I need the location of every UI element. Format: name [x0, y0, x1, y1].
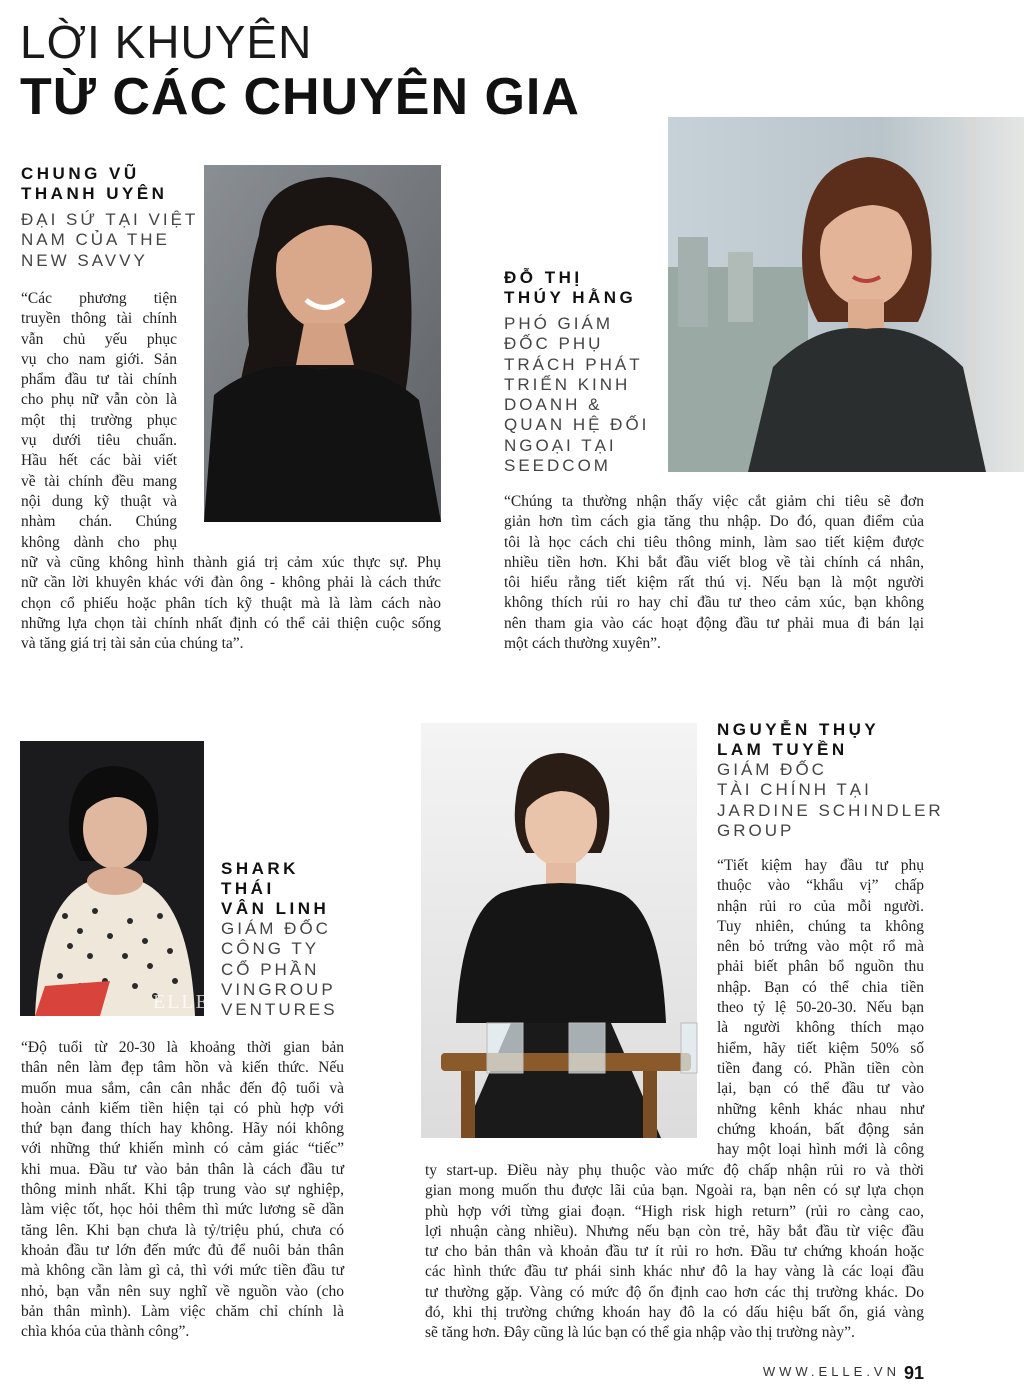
- quote-line: tiền đang có. Phần tiền còn: [717, 1059, 924, 1077]
- quote-line: tư thường gặp. Vàng có mức độ ổn định cao hơn các thị trường khác. Do: [425, 1283, 924, 1301]
- expert-4-role-line: JARDINE SCHINDLER: [717, 800, 944, 820]
- quote-line: nhỏ, bạn vẫn nên suy nghĩ về nguồn vào (cho: [21, 1282, 344, 1300]
- quote-line: “Chúng ta thường nhận thấy việc cắt giảm chi tiêu sẽ đơn: [504, 493, 924, 510]
- quote-line: về tài chính đều mang: [21, 472, 177, 490]
- quote-line: tư cho bản thân và khoản đầu tư ít rủi ro hơn. Đầu tư chứng khoán hoặc: [425, 1243, 924, 1261]
- expert-3-name-line: SHARK: [221, 859, 299, 878]
- expert-4-role-line: TÀI CHÍNH TẠI: [717, 780, 872, 800]
- quote-line: với những thứ khiến mình có cảm giác “tiếc”: [21, 1140, 344, 1158]
- expert-1-name-line: THANH UYÊN: [21, 184, 168, 203]
- quote-line: thân nên làm đẹp tâm hồn và kiến thức. Nếu: [21, 1059, 344, 1077]
- expert-1-quote-bottom: [21, 553, 441, 654]
- quote-line: cho phụ nữ vẫn còn là: [21, 391, 177, 409]
- quote-line: thông minh nhất. Khi tập trung vào sự nghiệp,: [21, 1181, 344, 1199]
- quote-line: chìa khóa của thành công”.: [21, 1323, 190, 1341]
- quote-line: hay một loại hình mới là công: [717, 1141, 924, 1159]
- quote-line: những kênh khác nhau như: [717, 1100, 924, 1118]
- quote-line: lợi nhuận càng nhiều). Nhưng nếu bạn còn trẻ, hãy bắt đầu từ việc đầu: [425, 1222, 924, 1240]
- quote-line: vụ cho nam giới. Sản: [21, 350, 177, 368]
- expert-4-role-line: GROUP: [717, 820, 795, 840]
- expert-2-quote: [504, 492, 924, 654]
- expert-2-role-line: DOANH &: [504, 395, 603, 415]
- expert-4-name-line: LAM TUYỀN: [717, 740, 848, 759]
- quote-line: nội dung kỹ thuật và: [21, 492, 177, 510]
- quote-line: thuộc vào “khẩu vị” chấp: [717, 877, 924, 895]
- quote-line: lại, bạn có thể đầu tư vào: [717, 1080, 924, 1098]
- quote-line: các hình thức đầu tư phái sinh khác như đô la hay vàng là các loại đầu: [425, 1263, 924, 1281]
- quote-line: Tuy nhiên, chúng ta không: [717, 917, 924, 935]
- expert-4-name: [717, 720, 879, 760]
- expert-2-photo: [668, 117, 1024, 472]
- expert-4-quote-top: [717, 856, 924, 1160]
- expert-2-role-line: QUAN HỆ ĐỐI: [504, 415, 650, 435]
- expert-1-role-line: ĐẠI SỨ TẠI VIỆT: [21, 210, 199, 229]
- quote-line: nhận rủi ro của mỗi người.: [717, 897, 924, 915]
- page-number: 91: [903, 1363, 924, 1383]
- quote-line: “Độ tuổi từ 20-30 là khoảng thời gian bản: [21, 1039, 344, 1056]
- expert-2-role-line: PHÓ GIÁM: [504, 314, 614, 333]
- expert-4-photo: [421, 723, 697, 1138]
- expert-1-photo: [204, 165, 441, 522]
- quote-line: đó, khi thị trường chứng khoán hay đô la có dấu hiệu bất ổn, giá vàng: [425, 1304, 924, 1322]
- quote-line: khi mua. Đầu tư vào bản thân là cách đầu tư: [21, 1160, 344, 1178]
- quote-line: chứng khoán, bất động sản: [717, 1120, 924, 1138]
- expert-2-name-line: THÚY HẰNG: [504, 288, 637, 307]
- quote-line: vẫn chủ yếu phục: [21, 330, 177, 348]
- quote-line: theo tỷ lệ 50-20-30. Nếu bạn: [717, 999, 924, 1017]
- expert-3-role-line: CÔNG TY: [221, 939, 320, 959]
- quote-line: sẽ tăng hơn. Đây cũng là lúc bạn có thể gia nhập vào thị trường này”.: [425, 1324, 855, 1342]
- expert-4-quote-bottom: [425, 1161, 924, 1344]
- expert-3-name-line: VÂN LINH: [221, 899, 330, 918]
- quote-line: phải biết phân bổ nguồn thu: [717, 958, 924, 976]
- expert-3-role-line: CỔ PHẦN: [221, 959, 320, 979]
- expert-2-name-line: ĐỖ THỊ: [504, 268, 583, 287]
- expert-4-role-line: GIÁM ĐỐC: [717, 760, 827, 779]
- expert-4-name-line: NGUYỄN THỤY: [717, 720, 880, 739]
- expert-3-role: [221, 919, 338, 1020]
- quote-line: là người không thích mạo: [717, 1019, 924, 1037]
- quote-line: nữ cần lời khuyên khác với đàn ông - không phải là cách thức: [21, 574, 441, 592]
- quote-line: Hầu hết các bài viết: [21, 452, 177, 470]
- quote-line: phẩm đầu tư tài chính: [21, 371, 177, 389]
- expert-2-role: [504, 314, 649, 476]
- quote-line: không thích rủi ro hay chỉ đầu tư theo cảm xúc, bạn không: [504, 594, 924, 612]
- quote-line: nhập. Bạn có thể chia tiền: [717, 978, 924, 996]
- expert-2-role-line: NGOẠI TẠI: [504, 435, 617, 455]
- expert-1-name-line: CHUNG VŨ: [21, 164, 140, 183]
- expert-3-name: [221, 859, 329, 919]
- quote-line: chọn cổ phiếu hoặc phân tích kỹ thuật mà là làm cách nào: [21, 594, 441, 612]
- quote-line: nhàm chán. Chúng: [21, 513, 177, 531]
- quote-line: gian mong muốn thu được lãi của bạn. Ngoài ra, bạn nên có sự lựa chọn: [425, 1182, 924, 1200]
- expert-1-role-line: NAM CỦA THE: [21, 230, 170, 250]
- quote-line: phù hợp với từng giai đoạn. “High risk high return” (rủi ro càng cao,: [425, 1202, 924, 1220]
- expert-1-role: [21, 210, 198, 271]
- expert-2-role-line: SEEDCOM: [504, 456, 611, 476]
- quote-line: bản thân mình). Làm việc chăm chỉ chính là: [21, 1302, 344, 1320]
- expert-2-role-line: TRÁCH PHÁT: [504, 354, 643, 374]
- quote-line: một thị trường phục: [21, 411, 177, 429]
- quote-line: tôi hiểu rằng tiết kiệm rất thú vị. Nếu bạn là một người: [504, 574, 924, 592]
- quote-line: muốn mua sắm, cân cân nhắc đến độ tuổi và: [21, 1079, 344, 1097]
- quote-line: những lựa chọn tài chính nhất định có thể cải thiện cuộc sống: [21, 614, 441, 632]
- quote-line: hiểm, hãy tiết kiệm 50% số: [717, 1039, 924, 1057]
- expert-3-name-line: THÁI: [221, 879, 275, 898]
- expert-2-role-line: ĐỐC PHỤ: [504, 334, 604, 354]
- quote-line: giản hơn tìm cách gia tăng thu nhập. Do đó, quan điểm của: [504, 513, 924, 531]
- expert-3-photo: [20, 741, 210, 1016]
- quote-line: nên tham gia vào các hoạt động đầu tư phải mua đi bán lại: [504, 614, 924, 632]
- page-title-line2: TỪ CÁC CHUYÊN GIA: [20, 68, 580, 126]
- expert-2-name: [504, 268, 636, 308]
- quote-line: nên bỏ trứng vào một rổ mà: [717, 938, 924, 956]
- quote-line: tăng lên. Khi bạn chưa là tỷ/triệu phú, chưa có: [21, 1221, 344, 1239]
- expert-3-role-line: GIÁM ĐỐC: [221, 919, 331, 938]
- quote-line: nữ và cũng không hình thành giá trị cảm xúc thực sự. Phụ: [21, 554, 441, 571]
- elle-watermark: ELLE: [153, 991, 210, 1013]
- quote-line: mà không cần làm gì cả, thì với mức tiền đầu tư: [21, 1262, 344, 1280]
- quote-line: tôi là học cách chi tiêu thông minh, làm sao tiết kiệm được: [504, 533, 924, 551]
- quote-line: hoàn cảnh kiếm tiền hiện tại có phù hợp với: [21, 1099, 344, 1117]
- quote-line: không dành cho phụ: [21, 533, 177, 551]
- quote-line: truyền thông tài chính: [21, 310, 177, 328]
- quote-line: nhiều tiền hơn. Khi bắt đầu viết blog về tài chính cá nhân,: [504, 553, 924, 571]
- expert-2-role-line: TRIỂN KINH: [504, 374, 631, 394]
- quote-line: “Tiết kiệm hay đầu tư phụ: [717, 857, 924, 874]
- quote-line: thứ bạn đang thích hay không. Hãy nói không: [21, 1120, 344, 1138]
- quote-line: khoản đầu tư lớn đến mức đủ để nuôi bản thân: [21, 1241, 344, 1259]
- quote-line: ty start-up. Điều này phụ thuộc vào mức độ chấp nhận rủi ro và thời: [425, 1162, 924, 1179]
- quote-line: “Các phương tiện: [21, 290, 177, 307]
- expert-3-quote: [21, 1038, 344, 1342]
- expert-1-role-line: NEW SAVVY: [21, 250, 148, 270]
- expert-4-role: [717, 760, 944, 841]
- quote-line: và tăng giá trị tài sản của chúng ta”.: [21, 635, 244, 653]
- quote-line: một cách thường xuyên”.: [504, 635, 661, 653]
- footer-url[interactable]: WWW.ELLE.VN: [762, 1364, 900, 1379]
- expert-1-quote-top: [21, 289, 177, 553]
- expert-3-role-line: VINGROUP: [221, 979, 336, 999]
- quote-line: làm việc tốt, học hỏi thêm thì mức lương sẽ dần: [21, 1201, 344, 1219]
- quote-line: vụ dưới tiêu chuẩn.: [21, 432, 177, 450]
- expert-1-name: [21, 164, 167, 204]
- expert-3-role-line: VENTURES: [221, 1000, 338, 1020]
- page-title-line1: LỜI KHUYÊN: [20, 16, 313, 68]
